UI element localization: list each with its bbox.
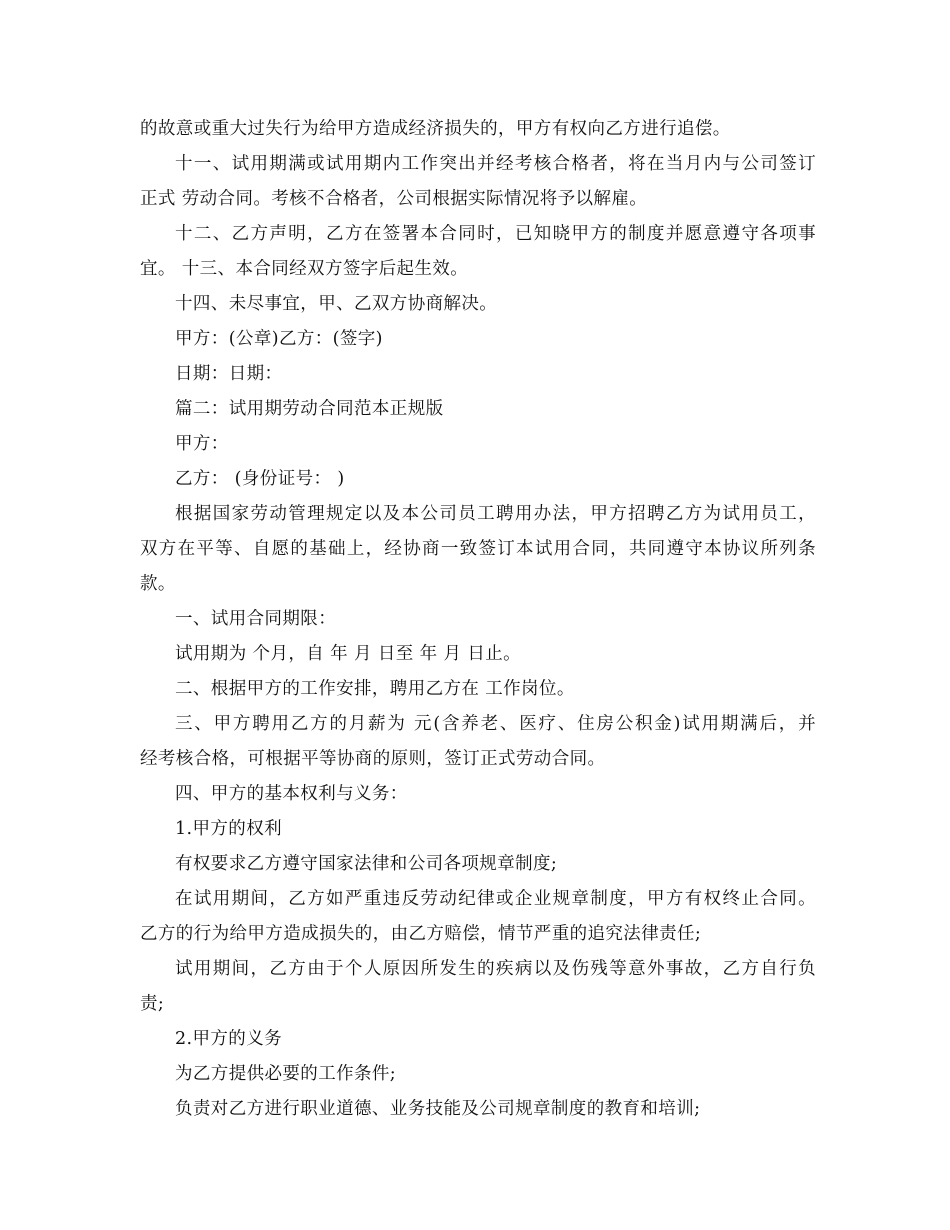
- text-line: 责;: [140, 994, 165, 1014]
- text-line: 十二、乙方声明，乙方在签署本合同时，已知晓甲方的制度并愿意遵守各项事: [175, 224, 816, 244]
- text-line: 试用期间，乙方由于个人原因所发生的疾病以及伤残等意外事故，乙方自行负: [175, 959, 816, 979]
- text-line: 的故意或重大过失行为给甲方造成经济损失的，甲方有权向乙方进行追偿。: [140, 119, 731, 139]
- text-line: 十一、试用期满或试用期内工作突出并经考核合格者，将在当月内与公司签订: [175, 154, 816, 174]
- text-line: 在试用期间，乙方如严重违反劳动纪律或企业规章制度，甲方有权终止合同。: [175, 889, 816, 909]
- party-a-line: 甲方：: [175, 434, 229, 454]
- text-line: 经考核合格，可根据平等协商的原则，签订正式劳动合同。: [140, 749, 606, 769]
- text-line: 为乙方提供必要的工作条件;: [175, 1064, 397, 1084]
- signature-line: 甲方：(公章)乙方：(签字): [175, 329, 383, 349]
- text-line: 乙方的行为给甲方造成损失的，由乙方赔偿，情节严重的追究法律责任;: [140, 924, 702, 944]
- text-line: 负责对乙方进行职业道德、业务技能及公司规章制度的教育和培训;: [175, 1099, 701, 1119]
- text-line: 二、根据甲方的工作安排，聘用乙方在 工作岗位。: [175, 679, 575, 699]
- subclause-heading: 2.甲方的义务: [175, 1029, 282, 1049]
- text-line: 三、甲方聘用乙方的月薪为 元(含养老、医疗、住房公积金)试用期满后，并: [175, 714, 816, 734]
- section-heading: 篇二：试用期劳动合同范本正规版: [175, 399, 444, 419]
- subclause-heading: 1.甲方的权利: [175, 819, 282, 839]
- text-line: 款。: [140, 574, 176, 594]
- text-line: 双方在平等、自愿的基础上，经协商一致签订本试用合同，共同遵守本协议所列条: [140, 539, 816, 559]
- text-line: 十四、未尽事宜，甲、乙双方协商解决。: [175, 294, 498, 314]
- text-line: 有权要求乙方遵守国家法律和公司各项规章制度;: [175, 854, 558, 874]
- clause-heading: 一、试用合同期限：: [175, 609, 337, 629]
- clause-heading: 四、甲方的基本权利与义务：: [175, 784, 408, 804]
- date-line: 日期：日期：: [175, 364, 283, 384]
- text-line: 正式 劳动合同。考核不合格者，公司根据实际情况将予以解雇。: [140, 189, 648, 209]
- text-line: 宜。 十三、本合同经双方签字后起生效。: [140, 259, 469, 279]
- party-b-line: 乙方： (身份证号： ): [175, 469, 345, 489]
- text-line: 根据国家劳动管理规定以及本公司员工聘用办法，甲方招聘乙方为试用员工，: [175, 504, 816, 524]
- text-line: 试用期为 个月，自 年 月 日至 年 月 日止。: [175, 644, 522, 664]
- document-body: [140, 112, 816, 1127]
